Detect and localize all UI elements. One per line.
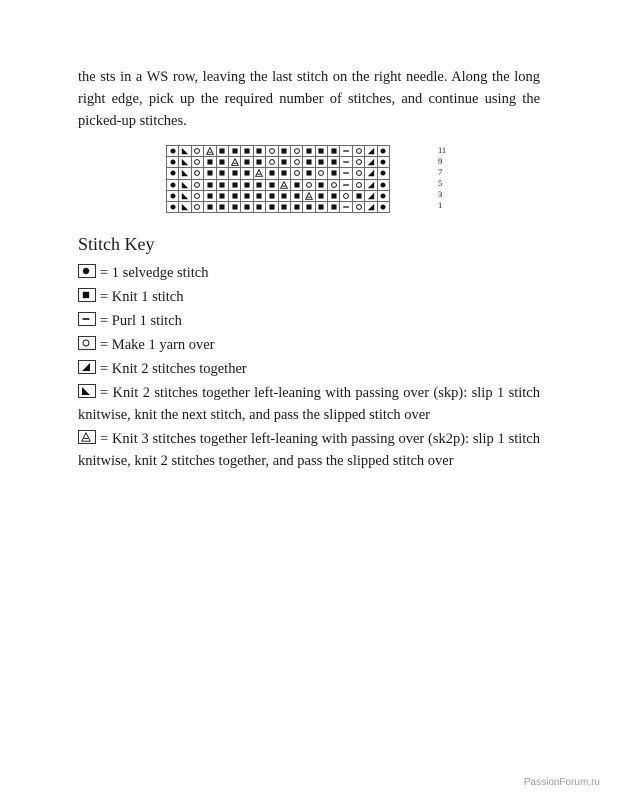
chart-cell: [278, 168, 290, 179]
chart-row: [167, 201, 390, 212]
yarn-over-icon: [193, 192, 201, 200]
skp-icon: [81, 386, 91, 396]
row-number: 11: [438, 145, 447, 155]
knit-icon: [206, 158, 214, 166]
knit-icon: [305, 169, 313, 177]
chart-cell: [340, 179, 352, 190]
chart-row: [167, 146, 390, 157]
chart-cell: [328, 201, 340, 212]
knit-icon: [206, 203, 214, 211]
yarn-over-icon: [305, 181, 313, 189]
selvedge-icon: [169, 192, 177, 200]
yarn-over-icon: [193, 158, 201, 166]
knit-icon: [218, 203, 226, 211]
sk2p-icon: [280, 181, 288, 189]
skp-icon: [181, 169, 189, 177]
stitch-key-text: = Purl 1 stitch: [100, 313, 182, 329]
chart-cell: [191, 157, 203, 168]
intro-paragraph: the sts in a WS row, leaving the last stitch on the right needle. Along the long right edge, pick up the required number of stitches, and continue using the picked-up stitches.: [78, 69, 540, 129]
chart-cell: [167, 168, 179, 179]
knit-icon: [206, 192, 214, 200]
sk2p-icon: [81, 432, 91, 442]
chart-cell: [340, 190, 352, 201]
chart-cell: [266, 179, 278, 190]
chart-cell: [191, 190, 203, 201]
knit-icon: [206, 169, 214, 177]
knit-icon: [305, 158, 313, 166]
knit-icon: [317, 147, 325, 155]
chart-cell: [266, 168, 278, 179]
skp-icon: [181, 181, 189, 189]
chart-cell: [328, 179, 340, 190]
chart-cell: [278, 146, 290, 157]
chart-cell: [266, 157, 278, 168]
knit-icon: [231, 203, 239, 211]
stitch-key-item: [78, 286, 540, 308]
row-number: 7: [438, 167, 443, 178]
chart-cell: [253, 146, 265, 157]
stitch-symbol-box: [78, 384, 96, 398]
k2tog-icon: [367, 192, 375, 200]
stitch-key-text: = Knit 1 stitch: [100, 289, 184, 305]
chart-cell: [303, 157, 315, 168]
chart-cell: [241, 157, 253, 168]
chart-cell: [340, 201, 352, 212]
chart-cell: [167, 179, 179, 190]
skp-icon: [181, 147, 189, 155]
knit-icon: [255, 203, 263, 211]
chart-cell: [241, 179, 253, 190]
row-number: 1: [438, 200, 443, 211]
stitch-symbol-box: [78, 360, 96, 374]
row-number: 3: [438, 189, 443, 200]
chart-cell: [179, 146, 191, 157]
stitch-symbol-box: [78, 312, 96, 326]
yarn-over-icon: [293, 147, 301, 155]
skp-icon: [181, 203, 189, 211]
k2tog-icon: [367, 147, 375, 155]
chart-cell: [340, 146, 352, 157]
knit-icon: [255, 147, 263, 155]
chart-cell: [377, 179, 389, 190]
chart-cell: [303, 146, 315, 157]
chart-cell: [167, 201, 179, 212]
chart-cell: [290, 168, 302, 179]
chart-cell: [179, 179, 191, 190]
knit-icon: [330, 158, 338, 166]
chart-cell: [191, 168, 203, 179]
chart-cell: [365, 157, 377, 168]
chart-cell: [290, 190, 302, 201]
selvedge-icon: [169, 158, 177, 166]
yarn-over-icon: [317, 169, 325, 177]
sk2p-icon: [305, 192, 313, 200]
chart-cell: [204, 146, 216, 157]
purl-icon: [342, 147, 350, 155]
chart-cell: [228, 146, 240, 157]
stitch-key-item: [78, 358, 540, 380]
stitch-key-item: [78, 334, 540, 356]
chart-cell: [278, 157, 290, 168]
chart-cell: [315, 179, 327, 190]
k2tog-icon: [367, 158, 375, 166]
chart-cell: [328, 190, 340, 201]
knit-icon: [317, 203, 325, 211]
chart-cell: [216, 157, 228, 168]
yarn-over-icon: [355, 181, 363, 189]
selvedge-icon: [169, 181, 177, 189]
stitch-symbol-box: [78, 336, 96, 350]
chart-cell: [241, 190, 253, 201]
chart-cell: [290, 157, 302, 168]
stitch-key-text: = Knit 2 stitches together left-leaning with passing over (skp): slip 1 stitch knitwise, knit the next stitch, and pass the slipped stitch over: [78, 385, 540, 423]
knit-icon: [255, 181, 263, 189]
knit-icon: [280, 169, 288, 177]
stitch-key-list: [78, 262, 540, 474]
knit-icon: [268, 169, 276, 177]
chart-cell: [328, 157, 340, 168]
stitch-symbol-box: [78, 430, 96, 444]
stitch-key-item: [78, 262, 540, 284]
chart-cell: [328, 168, 340, 179]
selvedge-icon: [379, 192, 387, 200]
chart-cell: [365, 190, 377, 201]
chart-cell: [167, 190, 179, 201]
chart-cell: [352, 190, 364, 201]
stitch-key-item: [78, 428, 540, 472]
chart-cell: [216, 179, 228, 190]
knit-icon: [268, 192, 276, 200]
knit-icon: [243, 147, 251, 155]
chart-row: [167, 168, 390, 179]
chart-cell: [204, 168, 216, 179]
chart-cell: [216, 146, 228, 157]
selvedge-icon: [379, 169, 387, 177]
knit-icon: [293, 181, 301, 189]
chart-cell: [266, 190, 278, 201]
chart-cell: [204, 179, 216, 190]
knit-icon: [293, 203, 301, 211]
knit-icon: [268, 203, 276, 211]
yarn-over-icon: [193, 203, 201, 211]
knit-icon: [231, 181, 239, 189]
knitting-chart: [166, 145, 447, 213]
stitch-key-text: = Knit 2 stitches together: [100, 361, 247, 377]
chart-cell: [179, 201, 191, 212]
chart-cell: [216, 190, 228, 201]
knit-icon: [243, 181, 251, 189]
yarn-over-icon: [355, 203, 363, 211]
knit-icon: [330, 192, 338, 200]
k2tog-icon: [367, 203, 375, 211]
sk2p-icon: [206, 147, 214, 155]
chart-cell: [365, 168, 377, 179]
knit-icon: [293, 192, 301, 200]
watermark: PassionForum.ru: [523, 777, 600, 788]
knit-icon: [305, 147, 313, 155]
knit-icon: [255, 192, 263, 200]
chart-cell: [290, 146, 302, 157]
chart-cell: [315, 146, 327, 157]
yarn-over-icon: [342, 192, 350, 200]
chart-cell: [278, 201, 290, 212]
chart-cell: [191, 179, 203, 190]
stitch-key-title: Stitch Key: [78, 234, 155, 254]
chart-cell: [216, 201, 228, 212]
chart-cell: [377, 168, 389, 179]
chart-cell: [241, 168, 253, 179]
chart-cell: [365, 146, 377, 157]
selvedge-icon: [81, 266, 91, 276]
purl-icon: [81, 314, 91, 324]
yarn-over-icon: [193, 181, 201, 189]
chart-cell: [191, 201, 203, 212]
selvedge-icon: [379, 181, 387, 189]
chart-cell: [377, 157, 389, 168]
chart-cell: [352, 146, 364, 157]
skp-icon: [181, 192, 189, 200]
chart-cell: [352, 157, 364, 168]
chart-cell: [290, 179, 302, 190]
chart-row: [167, 157, 390, 168]
chart-cell: [179, 190, 191, 201]
knit-icon: [268, 181, 276, 189]
chart-cell: [266, 146, 278, 157]
chart-cell: [352, 201, 364, 212]
selvedge-icon: [169, 169, 177, 177]
chart-cell: [315, 168, 327, 179]
selvedge-icon: [379, 203, 387, 211]
chart-cell: [216, 168, 228, 179]
chart-cell: [241, 146, 253, 157]
chart-cell: [315, 157, 327, 168]
chart-cell: [278, 179, 290, 190]
yarn-over-icon: [268, 147, 276, 155]
knit-icon: [243, 169, 251, 177]
chart-cell: [365, 179, 377, 190]
knit-icon: [355, 192, 363, 200]
knit-icon: [317, 158, 325, 166]
stitch-key-text: = Make 1 yarn over: [100, 337, 215, 353]
chart-cell: [352, 179, 364, 190]
knit-icon: [81, 290, 91, 300]
purl-icon: [342, 181, 350, 189]
chart-cell: [179, 157, 191, 168]
selvedge-icon: [169, 147, 177, 155]
chart-cell: [253, 201, 265, 212]
knit-icon: [231, 169, 239, 177]
stitch-key-text: = 1 selvedge stitch: [100, 265, 209, 281]
selvedge-icon: [379, 158, 387, 166]
knit-icon: [280, 158, 288, 166]
knit-icon: [218, 192, 226, 200]
yarn-over-icon: [330, 181, 338, 189]
chart-cell: [204, 157, 216, 168]
knit-icon: [317, 181, 325, 189]
knit-icon: [330, 169, 338, 177]
knit-icon: [243, 192, 251, 200]
yarn-over-icon: [193, 169, 201, 177]
chart-cell: [303, 190, 315, 201]
chart-cell: [328, 146, 340, 157]
chart-cell: [228, 190, 240, 201]
chart-cell: [377, 146, 389, 157]
k2tog-icon: [367, 169, 375, 177]
chart-cell: [315, 201, 327, 212]
knit-icon: [231, 147, 239, 155]
knit-icon: [218, 158, 226, 166]
knit-icon: [218, 169, 226, 177]
knit-icon: [255, 158, 263, 166]
row-number: 5: [438, 178, 443, 189]
chart-cell: [204, 201, 216, 212]
knit-icon: [330, 147, 338, 155]
chart-grid: [166, 145, 390, 213]
chart-cell: [365, 201, 377, 212]
chart-cell: [253, 179, 265, 190]
chart-cell: [352, 168, 364, 179]
stitch-key-text: = Knit 3 stitches together left-leaning with passing over (sk2p): slip 1 stitch knitwise, knit 2 stitches together, and pass the slipped stitch over: [78, 431, 540, 469]
chart-cell: [204, 190, 216, 201]
k2tog-icon: [367, 181, 375, 189]
knit-icon: [330, 203, 338, 211]
k2tog-icon: [81, 362, 91, 372]
chart-cell: [290, 201, 302, 212]
stitch-key-item: [78, 382, 540, 426]
purl-icon: [342, 169, 350, 177]
stitch-symbol-box: [78, 264, 96, 278]
chart-cell: [179, 168, 191, 179]
chart-cell: [167, 157, 179, 168]
chart-row: [167, 190, 390, 201]
chart-cell: [228, 201, 240, 212]
yarn-over-icon: [81, 338, 91, 348]
knit-icon: [280, 192, 288, 200]
selvedge-icon: [169, 203, 177, 211]
knit-icon: [317, 192, 325, 200]
knit-icon: [280, 147, 288, 155]
knit-icon: [218, 147, 226, 155]
chart-cell: [253, 168, 265, 179]
yarn-over-icon: [355, 158, 363, 166]
chart-cell: [340, 157, 352, 168]
yarn-over-icon: [293, 169, 301, 177]
knit-icon: [218, 181, 226, 189]
chart-cell: [377, 190, 389, 201]
yarn-over-icon: [355, 147, 363, 155]
chart-cell: [253, 157, 265, 168]
chart-cell: [241, 201, 253, 212]
sk2p-icon: [255, 169, 263, 177]
chart-cell: [303, 201, 315, 212]
purl-icon: [342, 203, 350, 211]
chart-cell: [228, 157, 240, 168]
chart-cell: [278, 190, 290, 201]
chart-cell: [191, 146, 203, 157]
chart-cell: [253, 190, 265, 201]
purl-icon: [342, 158, 350, 166]
knit-icon: [305, 203, 313, 211]
selvedge-icon: [379, 147, 387, 155]
skp-icon: [181, 158, 189, 166]
chart-cell: [303, 168, 315, 179]
chart-cell: [303, 179, 315, 190]
yarn-over-icon: [355, 169, 363, 177]
chart-cell: [315, 190, 327, 201]
chart-row: [167, 179, 390, 190]
chart-cell: [377, 201, 389, 212]
stitch-symbol-box: [78, 288, 96, 302]
chart-cell: [167, 146, 179, 157]
chart-cell: [340, 168, 352, 179]
yarn-over-icon: [268, 158, 276, 166]
yarn-over-icon: [193, 147, 201, 155]
chart-cell: [228, 168, 240, 179]
row-numbers: [438, 145, 446, 212]
row-number: 9: [438, 156, 443, 167]
yarn-over-icon: [293, 158, 301, 166]
chart-cell: [228, 179, 240, 190]
knit-icon: [206, 181, 214, 189]
knit-icon: [243, 158, 251, 166]
sk2p-icon: [231, 158, 239, 166]
stitch-key-item: [78, 310, 540, 332]
knit-icon: [280, 203, 288, 211]
knit-icon: [243, 203, 251, 211]
knit-icon: [231, 192, 239, 200]
chart-cell: [266, 201, 278, 212]
